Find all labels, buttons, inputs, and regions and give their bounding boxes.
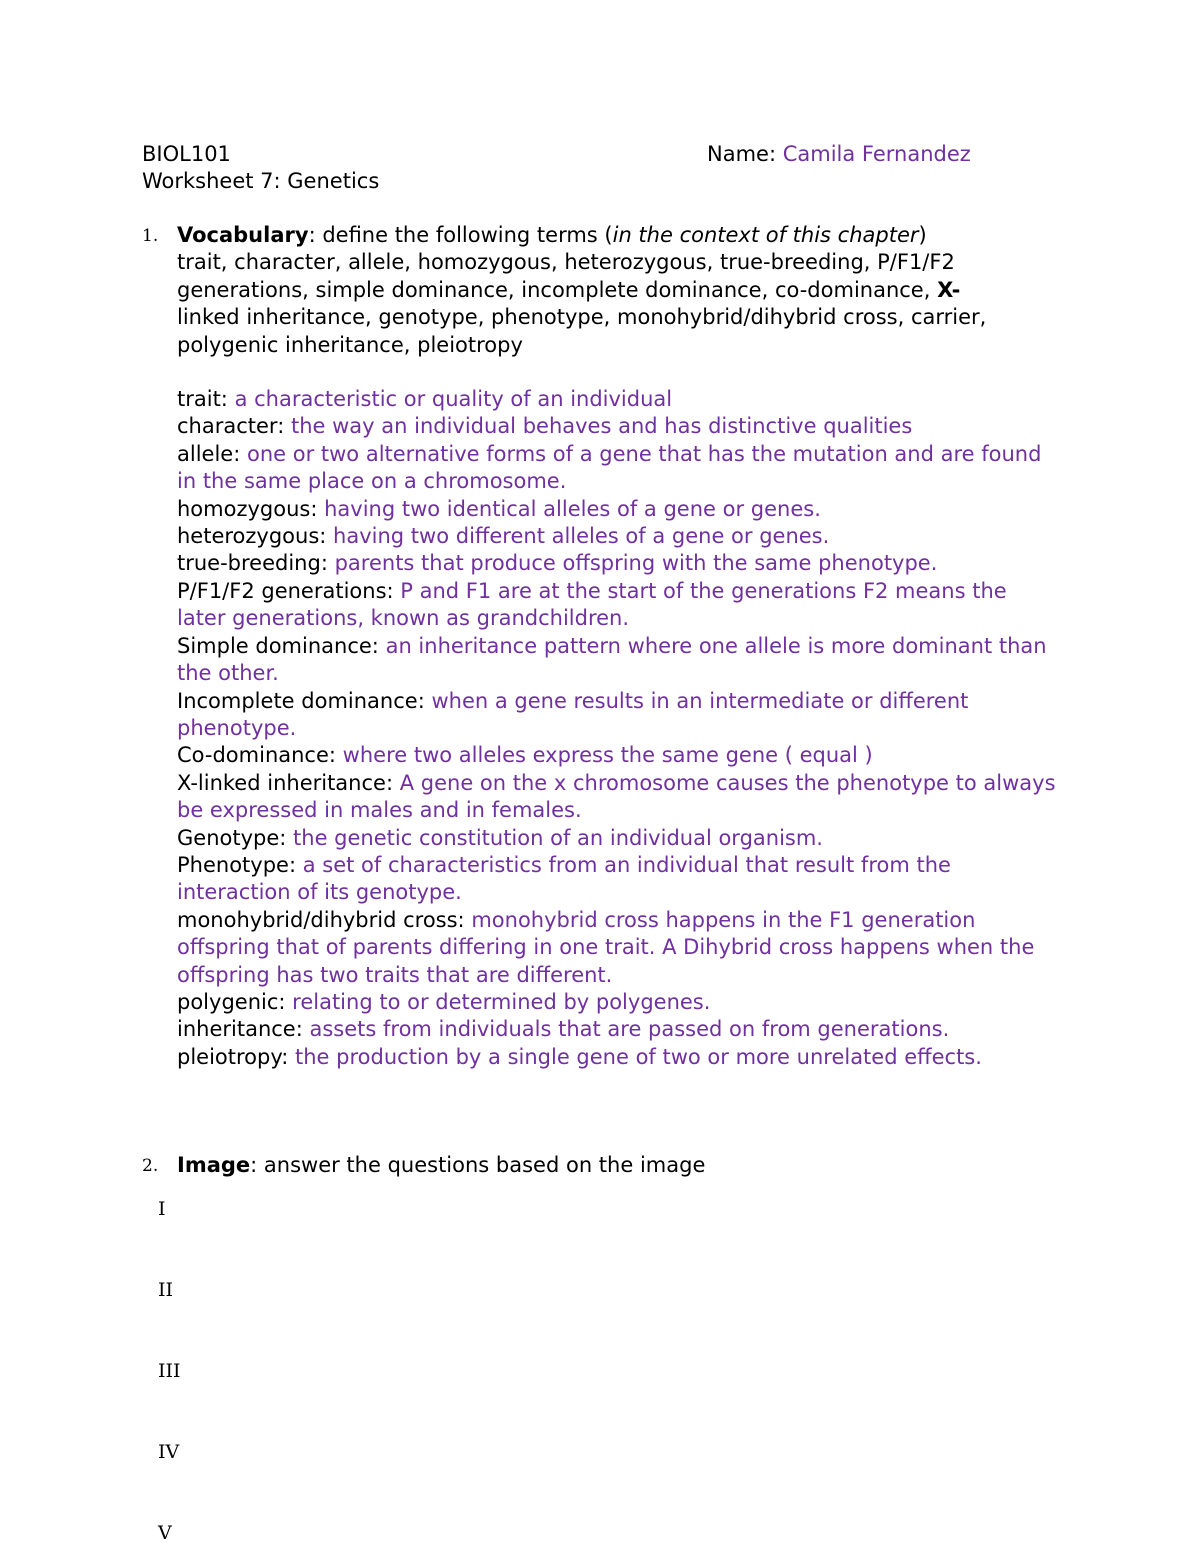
course-code: BIOL101 <box>142 142 231 166</box>
question-1-number: 1. <box>142 226 159 246</box>
question-1-prompt: Vocabulary: define the following terms (in the context of this chapter) trait, character, allele, homozygous, heterozygous, true-breeding, P/F1/F2 generations, simple dominance, incomplete dominance, co-dominance, X- linked inheritance, genotype, phenotype, monohybrid/dihybrid cross, carrier, polygenic inheritance, pleiotropy <box>177 223 987 357</box>
definition-item <box>177 907 1057 989</box>
definition-term: homozygous: <box>177 496 318 521</box>
definition-answer: assets from individuals that are passed on from generations. <box>309 1017 950 1042</box>
roman-numeral-iii: III <box>158 1360 181 1382</box>
definition-answer: a characteristic or quality of an individual <box>234 387 673 412</box>
definition-item <box>177 550 1057 577</box>
question-2-prompt: Image: answer the questions based on the image <box>177 1153 706 1177</box>
definition-term: polygenic: <box>177 989 286 1014</box>
definition-item <box>177 496 1057 523</box>
definition-answer: the way an individual behaves and has distinctive qualities <box>290 414 913 439</box>
definition-term: trait: <box>177 387 228 412</box>
definition-item <box>177 989 1057 1016</box>
question-2-title: Image <box>177 1153 251 1177</box>
definition-term: X-linked inheritance: <box>177 770 394 795</box>
definition-answer: P and F1 are at the start of the generations F2 means the later generations, known as grandchildren. <box>177 578 1007 631</box>
definition-term: allele: <box>177 441 241 466</box>
definition-term: inheritance: <box>177 1017 303 1042</box>
roman-numeral-i: I <box>158 1198 166 1220</box>
definition-answer: one or two alternative forms of a gene that has the mutation and are found in the same place on a chromosome. <box>177 441 1042 494</box>
worksheet-title: Worksheet 7: Genetics <box>142 169 380 193</box>
definition-item <box>177 386 1057 413</box>
definition-answer: having two different alleles of a gene or genes. <box>333 524 830 549</box>
definition-answer: the genetic constitution of an individual organism. <box>293 825 823 850</box>
definition-item <box>177 578 1057 633</box>
definition-term: Incomplete dominance: <box>177 688 425 713</box>
definition-item <box>177 770 1057 825</box>
definition-item <box>177 1044 1057 1071</box>
definition-term: Phenotype: <box>177 852 297 877</box>
name-label: Name: <box>707 142 777 166</box>
definition-answer: an inheritance pattern where one allele is more dominant than the other. <box>177 633 1047 686</box>
definition-item <box>177 742 1057 769</box>
student-name-line <box>707 141 971 168</box>
term-list: trait, character, allele, homozygous, heterozygous, true-breeding, P/F1/F2 generations, simple dominance, incomplete dominance, co-dominance, <box>177 250 955 302</box>
definition-answer: relating to or determined by polygenes. <box>292 989 711 1014</box>
definition-answer: where two alleles express the same gene ( equal ) <box>342 743 873 768</box>
definition-item <box>177 633 1057 688</box>
definition-answer: A gene on the x chromosome causes the phenotype to always be expressed in males and in females. <box>177 770 1056 823</box>
roman-numeral-ii: II <box>158 1279 174 1301</box>
definition-answer: having two identical alleles of a gene or genes. <box>324 496 821 521</box>
definition-answer: a set of characteristics from an individual that result from the interaction of its genotype. <box>177 852 951 905</box>
roman-numeral-v: V <box>158 1522 172 1544</box>
definition-term: heterozygous: <box>177 524 327 549</box>
definition-item <box>177 413 1057 440</box>
definition-item <box>177 825 1057 852</box>
question-1-context: in the context of this chapter <box>612 223 919 247</box>
definition-term: Simple dominance: <box>177 633 379 658</box>
definition-answer: monohybrid cross happens in the F1 generation offspring that of parents differing in one trait. A Dihybrid cross happens when the offspring has two traits that are different. <box>177 907 1035 987</box>
definition-item <box>177 852 1057 907</box>
definitions-list <box>177 386 1057 1071</box>
student-name: Camila Fernandez <box>782 142 971 166</box>
question-1-title: Vocabulary <box>177 223 309 247</box>
definition-item <box>177 441 1057 496</box>
definition-term: true-breeding: <box>177 551 328 576</box>
definition-term: character: <box>177 414 285 439</box>
question-1-body <box>177 222 1057 1071</box>
definition-answer: when a gene results in an intermediate or different phenotype. <box>177 688 969 740</box>
definition-answer: parents that produce offspring with the same phenotype. <box>334 551 938 576</box>
question-2-number: 2. <box>142 1156 159 1176</box>
definition-term: Co-dominance: <box>177 743 336 768</box>
roman-numeral-iv: IV <box>158 1441 180 1463</box>
definition-item <box>177 688 1057 743</box>
definition-term: monohybrid/dihybrid cross: <box>177 907 465 932</box>
definition-answer: the production by a single gene of two or more unrelated effects. <box>295 1044 982 1069</box>
definition-item <box>177 1016 1057 1043</box>
definition-item <box>177 523 1057 550</box>
definition-term: Genotype: <box>177 825 287 850</box>
definition-term: pleiotropy: <box>177 1044 289 1069</box>
definition-term: P/F1/F2 generations: <box>177 578 394 603</box>
